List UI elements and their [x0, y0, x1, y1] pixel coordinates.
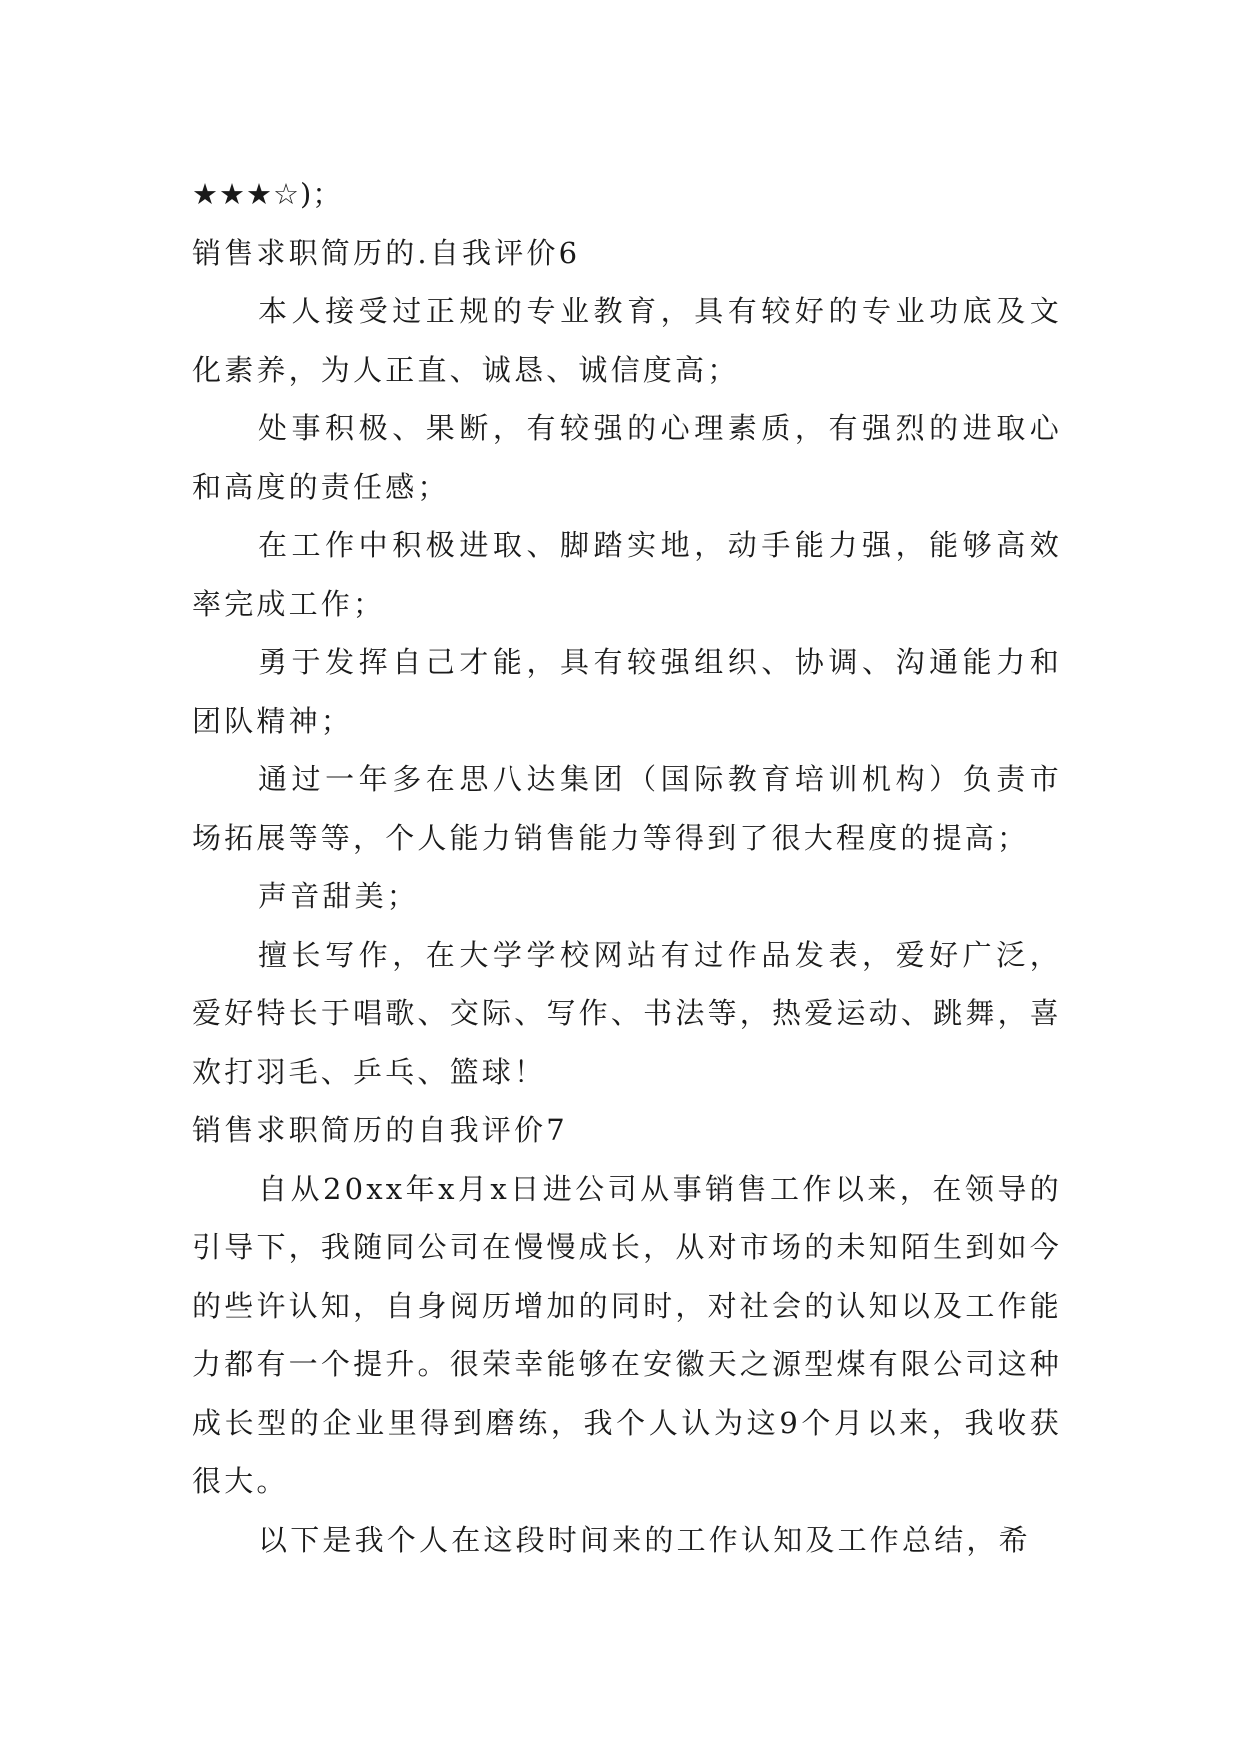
- section-heading-7: 销售求职简历的自我评价7: [192, 1113, 568, 1147]
- paragraph: 声音甜美；: [258, 879, 420, 913]
- paragraph: 通过一年多在思八达集团（国际教育培训机构）负责市场拓展等等，个人能力销售能力等得到了很大程度的提高；: [192, 762, 1062, 855]
- paragraph: 在工作中积极进取、脚踏实地，动手能力强，能够高效率完成工作；: [192, 528, 1062, 621]
- rating-line: ★★★☆)；: [192, 177, 343, 211]
- paragraph: 处事积极、果断，有较强的心理素质，有强烈的进取心和高度的责任感；: [192, 411, 1062, 504]
- paragraph: 自从20xx年x月x日进公司从事销售工作以来，在领导的引导下，我随同公司在慢慢成长，从对市场的未知陌生到如今的些许认知，自身阅历增加的同时，对社会的认知以及工作能力都有一个提升。很荣幸能够在安徽天之源型煤有限公司这种成长型的企业里得到磨练，我个人认为这9个月以来，我收获很大。: [192, 1171, 1062, 1498]
- paragraph: 本人接受过正规的专业教育，具有较好的专业功底及文化素养，为人正直、诚恳、诚信度高；: [192, 294, 1062, 387]
- section-heading-6: 销售求职简历的.自我评价6: [192, 235, 581, 270]
- paragraph: 擅长写作，在大学学校网站有过作品发表，爱好广泛，爱好特长于唱歌、交际、写作、书法等，热爱运动、跳舞，喜欢打羽毛、乒乓、篮球！: [192, 937, 1062, 1089]
- document-body: [192, 165, 1062, 1569]
- paragraph: 以下是我个人在这段时间来的工作认知及工作总结，希: [258, 1522, 1031, 1557]
- paragraph: 勇于发挥自己才能，具有较强组织、协调、沟通能力和团队精神；: [192, 645, 1062, 738]
